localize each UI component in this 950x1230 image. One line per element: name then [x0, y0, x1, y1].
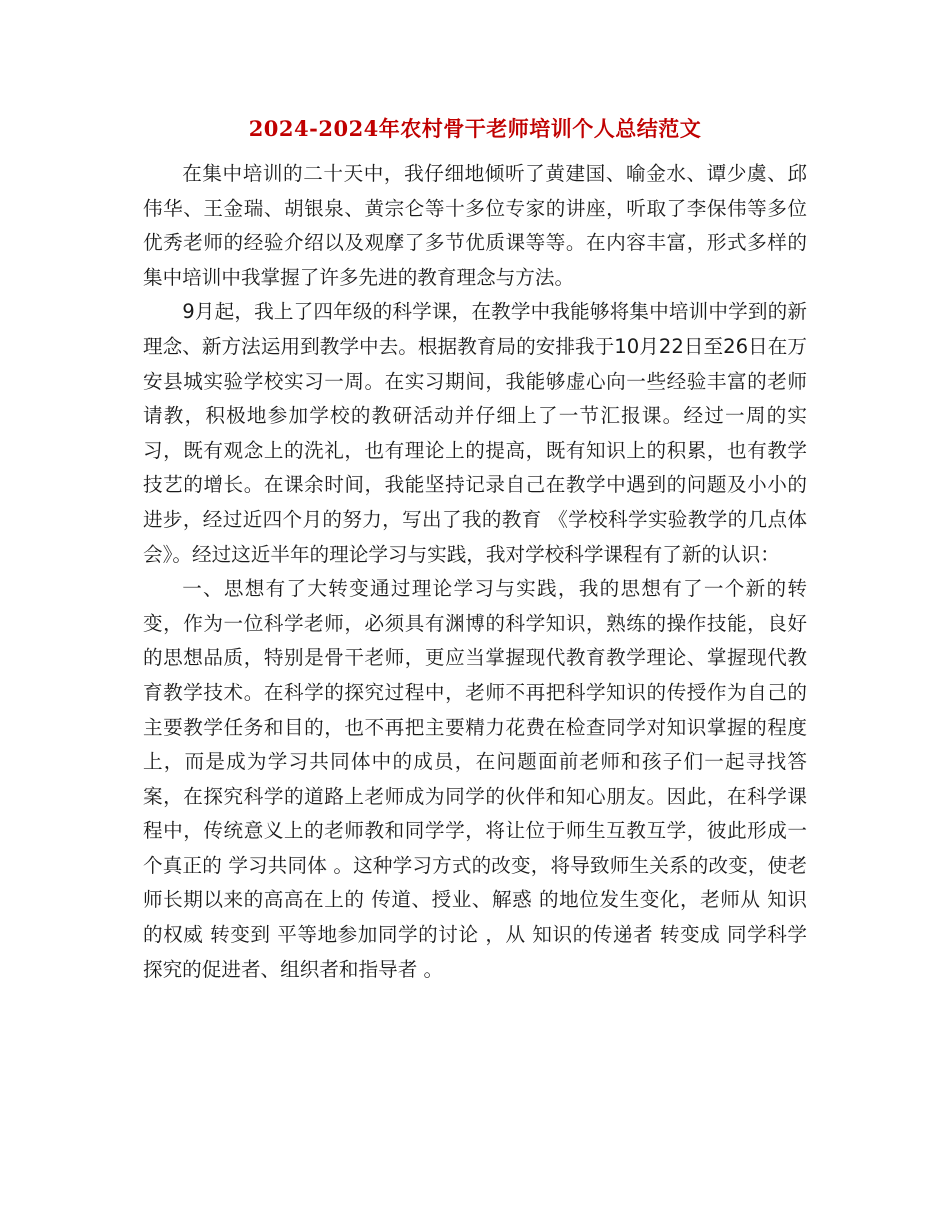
paragraph-mindset-change: 一、思想有了大转变通过理论学习与实践，我的思想有了一个新的转变，作为一位科学老师，必须具有渊博的科学知识，熟练的操作技能，良好的思想品质，特别是骨干老师，更应当掌握现代教育教学理论、掌握现代教育教学技术。在科学的探究过程中，老师不再把科学知识的传授作为自己的主要教学任务和目的，也不再把主要精力花费在检查同学对知识掌握的程度上，而是成为学习共同体中的成员，在问题面前老师和孩子们一起寻找答案，在探究科学的道路上老师成为同学的伙伴和知心朋友。因此，在科学课程中，传统意义上的老师教和同学学，将让位于师生互教互学，彼此形成一个真正的 学习共同体 。这种学习方式的改变，将导致师生关系的改变，使老师长期以来的高高在上的 传道、授业、解惑 的地位发生变化，老师从 知识的权威 转变到 平等地参加同学的讨论 ，从 知识的传递者 转变成 同学科学探究的促进者、组织者和指导者 。 [143, 577, 807, 981]
document-body [143, 157, 807, 987]
paragraph-training-overview: 在集中培训的二十天中，我仔细地倾听了黄建国、喻金水、谭少虞、邱伟华、王金瑞、胡银泉、黄宗仑等十多位专家的讲座，听取了李保伟等多位优秀老师的经验介绍以及观摩了多节优质课等等。在内容丰富，形式多样的集中培训中我掌握了许多先进的教育理念与方法。 [143, 162, 807, 289]
document-title: 2024-2024年农村骨干老师培训个人总结范文 [248, 116, 702, 141]
paragraph-teaching-practice: 9月起，我上了四年级的科学课，在教学中我能够将集中培训中学到的新理念、新方法运用到教学中去。根据教育局的安排我于10月22日至26日在万安县城实验学校实习一周。在实习期间，我能够虚心向一些经验丰富的老师请教，积极地参加学校的教研活动并仔细上了一节汇报课。经过一周的实习，既有观念上的洗礼，也有理论上的提高，既有知识上的积累，也有教学技艺的增长。在课余时间，我能坚持记录自己在教学中遇到的问题及小小的进步，经过近四个月的努力，写出了我的教育 《学校科学实验教学的几点体会》。经过这近半年的理论学习与实践，我对学校科学课程有了新的认识： [143, 300, 807, 566]
